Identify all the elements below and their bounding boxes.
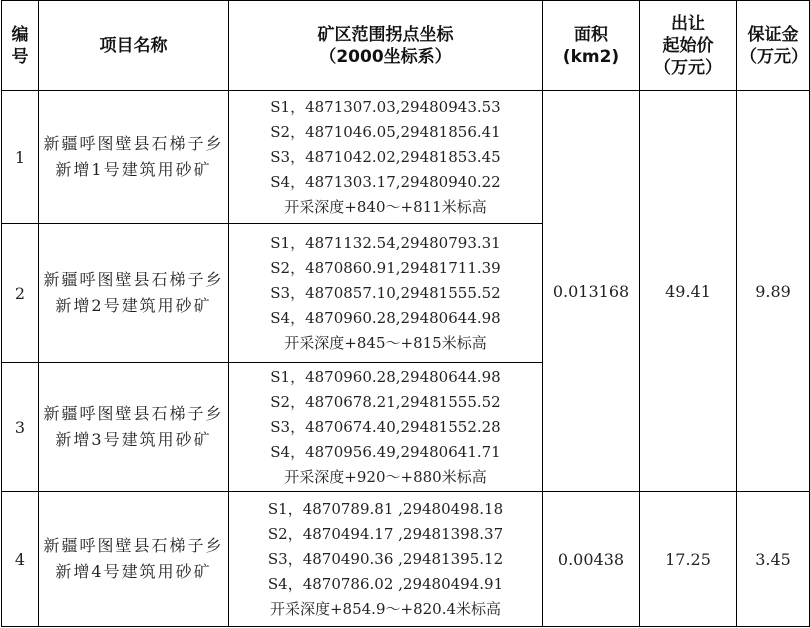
table-row (2, 91, 810, 224)
header-price: 出让 起始价 （万元） (640, 1, 737, 91)
project-name: 新疆呼图壁县石梯子乡新增1号建筑用砂矿 (39, 91, 229, 224)
header-coords: 矿区范围拐点坐标 （2000坐标系） (229, 1, 543, 91)
coordinate-line: S4，4870956.49,29480641.71 (270, 442, 501, 461)
coordinate-line: S4，4870960.28,29480644.98 (270, 308, 501, 327)
coordinate-line: S3，4870490.36 ,29481395.12 (267, 549, 504, 568)
mining-depth: 开采深度+840～+811米标高 (284, 197, 487, 216)
mining-depth: 开采深度+845～+815米标高 (284, 333, 487, 352)
coordinate-line: S1，4870960.28,29480644.98 (270, 367, 501, 386)
header-area: 面积 (km2) (543, 1, 640, 91)
deposit-value: 3.45 (737, 492, 810, 627)
row-number: 3 (2, 363, 39, 492)
header-row (2, 1, 810, 91)
coordinate-line: S3，4870857.10,29481555.52 (270, 283, 501, 302)
coordinates-cell (229, 224, 543, 363)
row-number: 4 (2, 492, 39, 627)
starting-price-value: 49.41 (640, 91, 737, 492)
header-deposit: 保证金 （万元） (737, 1, 810, 91)
area-value: 0.013168 (543, 91, 640, 492)
row-number: 2 (2, 224, 39, 363)
coordinate-line: S1，4871307.03,29480943.53 (270, 97, 501, 116)
header-name: 项目名称 (39, 1, 229, 91)
coordinate-line: S4，4871303.17,29480940.22 (270, 172, 501, 191)
coordinates-cell (229, 363, 543, 492)
coordinate-line: S2，4870494.17 ,29481398.37 (267, 524, 504, 543)
area-value: 0.00438 (543, 492, 640, 627)
mining-depth: 开采深度+920～+880米标高 (284, 467, 487, 486)
starting-price-value: 17.25 (640, 492, 737, 627)
mining-table (1, 0, 810, 627)
project-name: 新疆呼图壁县石梯子乡新增3号建筑用砂矿 (39, 363, 229, 492)
coordinate-line: S2，4870678.21,29481555.52 (270, 392, 501, 411)
coordinate-line: S1，4871132.54,29480793.31 (270, 233, 501, 252)
row-number: 1 (2, 91, 39, 224)
table-row (2, 492, 810, 627)
coordinate-line: S1，4870789.81 ,29480498.18 (267, 499, 504, 518)
project-name: 新疆呼图壁县石梯子乡新增2号建筑用砂矿 (39, 224, 229, 363)
project-name: 新疆呼图壁县石梯子乡新增4号建筑用砂矿 (39, 492, 229, 627)
header-no: 编 号 (2, 1, 39, 91)
coordinate-line: S2，4870860.91,29481711.39 (270, 258, 501, 277)
coordinates-cell (229, 492, 543, 627)
coordinate-line: S4，4870786.02 ,29480494.91 (267, 574, 504, 593)
deposit-value: 9.89 (737, 91, 810, 492)
mining-depth: 开采深度+854.9～+820.4米标高 (269, 599, 502, 618)
coordinate-line: S3，4871042.02,29481853.45 (270, 147, 501, 166)
coordinate-line: S2，4871046.05,29481856.41 (270, 122, 501, 141)
coordinates-cell (229, 91, 543, 224)
coordinate-line: S3，4870674.40,29481552.28 (270, 417, 501, 436)
